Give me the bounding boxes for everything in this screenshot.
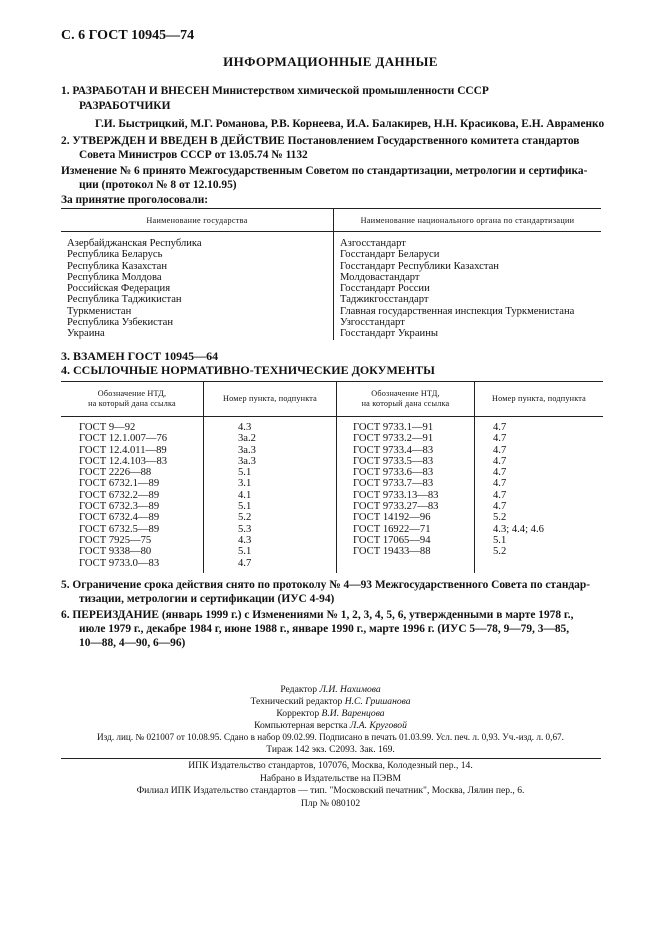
state-name: Украина	[67, 328, 105, 340]
ntd-left-items	[204, 417, 337, 573]
ntd-item: 3а.2	[238, 433, 256, 445]
section-1	[61, 84, 609, 98]
section-1-text: РАЗРАБОТАН И ВНЕСЕН Министерством химической промышленности СССР	[72, 85, 489, 97]
ntd-table-header	[61, 382, 603, 417]
ntd-header-item-right: Номер пункта, подпункта	[475, 382, 604, 417]
state-name: Азербайджанская Республика	[67, 238, 202, 249]
ntd-item: 4.7	[493, 422, 507, 433]
voted-label: За принятие проголосовали:	[61, 194, 209, 206]
standards-body: Узгосстандарт	[340, 317, 405, 329]
ntd-doc: ГОСТ 19433—88	[353, 546, 431, 558]
ntd-doc: ГОСТ 12.4.103—83	[79, 455, 168, 467]
ntd-doc: ГОСТ 14192—96	[353, 512, 431, 524]
ntd-doc: ГОСТ 6732.5—89	[79, 523, 160, 535]
credit-tech-editor: Технический редактор Н.С. Гришанова	[250, 696, 411, 707]
ntd-doc: ГОСТ 6732.1—89	[79, 478, 160, 490]
section-2-num: 2.	[61, 135, 70, 147]
state-name: Российская Федерация	[67, 283, 171, 295]
page-title: ИНФОРМАЦИОННЫЕ ДАННЫЕ	[223, 54, 438, 69]
section-2-line2: Совета Министров СССР от 13.05.74 № 1132	[79, 149, 308, 161]
ntd-item: 5.1	[238, 467, 252, 479]
ntd-header-designation-left: Обозначение НТД, на который дана ссылка	[61, 382, 204, 417]
pub-line-3: ИПК Издательство стандартов, 107076, Москва, Колодезный пер., 14.	[188, 760, 473, 771]
ntd-item: 5.1	[493, 534, 507, 546]
state-name: Республика Таджикистан	[67, 294, 182, 306]
section-3-text: ВЗАМЕН ГОСТ 10945—64	[73, 349, 219, 363]
section-5	[61, 578, 609, 592]
change-note-line1: Изменение № 6 принято Межгосударственным Советом по стандартизации, метрологии и сертифика-	[61, 165, 588, 177]
standards-body: Главная государственная инспекция Туркменистана	[340, 305, 575, 317]
change-note-line2: ции (протокол № 8 от 12.10.95)	[79, 179, 237, 191]
section-2	[61, 134, 609, 148]
section-6	[61, 608, 609, 622]
ntd-doc: ГОСТ 16922—71	[353, 523, 431, 535]
ntd-item: 5.2	[493, 546, 507, 558]
pub-line-1: Изд. лиц. № 021007 от 10.08.95. Сдано в набор 09.02.99. Подписано в печать 01.03.99. Усл. печ. л. 0,93. Уч.-изд. л. 0,67.	[97, 732, 564, 742]
credit-editor: Редактор Л.И. Нахимова	[280, 684, 381, 695]
pub-divider	[61, 758, 601, 759]
state-name: Республика Молдова	[67, 271, 162, 283]
ntd-doc: ГОСТ 9733.27—83	[353, 501, 439, 513]
ntd-item: 4.1	[238, 489, 252, 501]
ntd-header-designation-right: Обозначение НТД, на который дана ссылка	[337, 382, 475, 417]
ntd-item: 4.7	[493, 444, 507, 456]
ntd-doc: ГОСТ 9733.7—83	[353, 478, 434, 490]
ntd-right-docs	[337, 417, 475, 573]
credit-corrector: Корректор В.И. Варенцова	[276, 708, 385, 719]
ntd-item: 4.7	[493, 467, 507, 479]
standards-body: Азгосстандарт	[340, 238, 406, 249]
ntd-doc: ГОСТ 6732.3—89	[79, 501, 160, 513]
ntd-right-items	[475, 417, 604, 573]
developers-label: РАЗРАБОТЧИКИ	[79, 100, 171, 112]
ntd-doc: ГОСТ 7925—75	[79, 534, 152, 546]
standards-body: Госстандарт Украины	[340, 328, 438, 340]
standards-body: Таджикгосстандарт	[340, 294, 429, 306]
pub-line-6: Плр № 080102	[300, 797, 361, 809]
section-2-line1: УТВЕРЖДЕН И ВВЕДЕН В ДЕЙСТВИЕ Постановлением Государственного комитета стандартов	[72, 135, 580, 147]
state-name: Республика Беларусь	[67, 249, 163, 261]
ntd-item: 4.7	[493, 455, 507, 467]
ntd-item: 4.7	[238, 557, 252, 569]
pub-line-2: Тираж 142 экз. С2093. Зак. 169.	[266, 743, 395, 755]
ntd-table-body	[61, 417, 603, 573]
state-name: Республика Казахстан	[67, 260, 168, 272]
standards-body: Молдовастандарт	[340, 271, 420, 283]
ntd-doc: ГОСТ 9733.13—83	[353, 489, 439, 501]
section-4-text: ССЫЛОЧНЫЕ НОРМАТИВНО-ТЕХНИЧЕСКИЕ ДОКУМЕНТЫ	[73, 363, 435, 377]
ntd-item: 4.3	[238, 422, 252, 433]
ntd-item: 4.7	[493, 433, 507, 445]
section-3-num: 3.	[61, 349, 70, 363]
section-6-line3: 10—88, 4—90, 6—96)	[79, 637, 186, 649]
ntd-doc: ГОСТ 12.4.011—89	[79, 444, 167, 456]
ntd-header-item-left: Номер пункта, подпункта	[204, 382, 337, 417]
state-name: Туркменистан	[67, 305, 132, 317]
ntd-item: 5.1	[238, 546, 252, 558]
ntd-item: 3а.3	[238, 444, 256, 456]
section-6-line2: июле 1979 г., декабре 1984 г, июне 1988 г., январе 1990 г., марте 1996 г. (ИУС 5—78, 9—79, 3—85,	[79, 623, 570, 635]
ntd-left-docs	[61, 417, 204, 573]
pub-line-5: Филиал ИПК Издательство стандартов — тип. "Московский печатник", Москва, Лялин пер., 6.	[136, 785, 525, 796]
standards-body: Госстандарт Республики Казахстан	[340, 260, 499, 272]
standards-body: Госстандарт России	[340, 283, 430, 295]
ntd-item: 5.2	[493, 512, 507, 524]
states-header-body: Наименование национального органа по стандартизации	[334, 209, 602, 232]
ntd-doc: ГОСТ 9733.2—91	[353, 433, 434, 445]
ntd-doc: ГОСТ 9733.1—91	[353, 422, 434, 433]
ntd-item: 4.7	[493, 501, 507, 513]
page-header: С. 6 ГОСТ 10945—74	[61, 28, 195, 43]
publisher-info	[0, 760, 661, 810]
state-name: Республика Узбекистан	[67, 317, 174, 329]
publication-info	[0, 731, 661, 756]
section-6-line1: ПЕРЕИЗДАНИЕ (январь 1999 г.) с Изменениями № 1, 2, 3, 4, 5, 6, утвержденными в марте 1978 г.,	[72, 609, 574, 621]
ntd-doc: ГОСТ 9733.6—83	[353, 467, 434, 479]
section-1-num: 1.	[61, 85, 70, 97]
section-5-line1: Ограничение срока действия снято по протоколу № 4—93 Межгосударственного Совета по стандар-	[72, 579, 590, 591]
ntd-item: 4.7	[493, 478, 507, 490]
ntd-table	[61, 381, 603, 573]
ntd-item: 4.7	[493, 489, 507, 501]
ntd-item: 5.1	[238, 501, 252, 513]
ntd-doc: ГОСТ 9733.4—83	[353, 444, 434, 456]
section-4-num: 4.	[61, 363, 70, 377]
bodies-column	[334, 232, 602, 340]
section-6-num: 6.	[61, 609, 70, 621]
ntd-item: 4.3; 4.4; 4.6	[493, 523, 544, 535]
ntd-doc: ГОСТ 17065—94	[353, 534, 431, 546]
states-table	[61, 208, 601, 340]
ntd-item: 5.2	[238, 512, 252, 524]
section-5-line2: тизации, метрологии и сертификации (ИУС 4-94)	[79, 593, 335, 605]
states-table-body	[61, 232, 601, 340]
section-5-num: 5.	[61, 579, 70, 591]
states-table-header	[61, 209, 601, 232]
ntd-item: 3.1	[238, 478, 252, 490]
ntd-doc: ГОСТ 9338—80	[79, 546, 152, 558]
ntd-doc: ГОСТ 9733.5—83	[353, 455, 434, 467]
developers-list: Г.И. Быстрицкий, М.Г. Романова, Р.В. Корнеева, И.А. Балакирев, Н.Н. Красикова, Е.Н. Авраменко	[95, 118, 605, 130]
ntd-doc: ГОСТ 9733.0—83	[79, 557, 160, 569]
section-3	[61, 349, 609, 363]
ntd-doc: ГОСТ 12.1.007—76	[79, 433, 168, 445]
states-column	[61, 232, 334, 340]
credits	[0, 684, 661, 732]
ntd-doc: ГОСТ 6732.2—89	[79, 489, 160, 501]
pub-line-4: Набрано в Издательстве на ПЭВМ	[260, 772, 401, 784]
ntd-item: 3а.3	[238, 455, 256, 467]
ntd-item: 4.3	[238, 534, 252, 546]
states-header-state: Наименование государства	[61, 209, 334, 232]
section-4	[61, 363, 609, 377]
ntd-doc: ГОСТ 2226—88	[79, 467, 152, 479]
ntd-item: 5.3	[238, 523, 252, 535]
ntd-doc: ГОСТ 9—92	[79, 422, 136, 433]
credit-layout: Компьютерная верстка Л.А. Круговой	[254, 720, 407, 731]
standards-body: Госстандарт Беларуси	[340, 249, 440, 261]
ntd-doc: ГОСТ 6732.4—89	[79, 512, 160, 524]
